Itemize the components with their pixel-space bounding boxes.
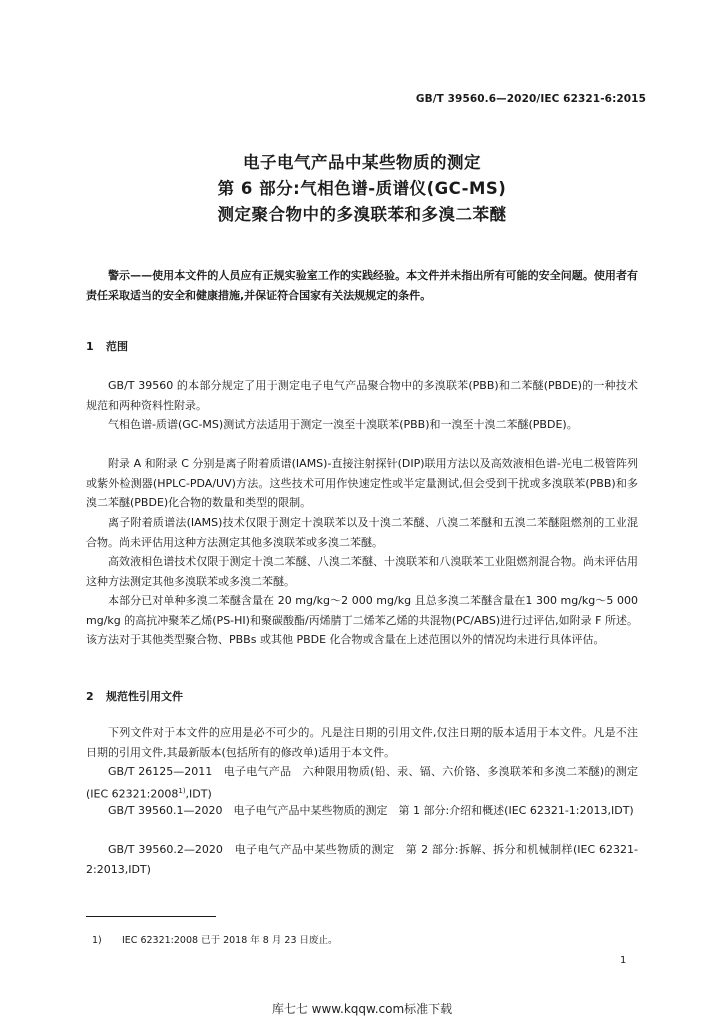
document-title [0,150,724,228]
footnote-separator [86,916,216,917]
section-2-heading [86,688,183,704]
footnote-text: IEC 62321:2008 已于 2018 年 8 月 23 日废止。 [122,935,338,946]
normative-reference-3: GB/T 39560.2—2020 电子电气产品中某些物质的测定 第 2 部分:拆解、拆分和机械制样(IEC 62321-2:2013,IDT) [86,843,638,876]
section-1-para-2: 气相色谱-质谱(GC-MS)测试方法适用于测定一溴至十溴联苯(PBB)和一溴至十溴二苯醚(PBDE)。 [108,418,578,431]
section-1-para-6: 本部分已对单种多溴二苯醚含量在 20 mg/kg～2 000 mg/kg 且总多溴二苯醚含量在1 300 mg/kg～5 000 mg/kg 的高抗冲聚苯乙烯(PS-HI)和聚碳酸酯/丙烯腈丁二烯苯乙烯的共混物(PC/ABS)进行过评估,如附录 F 所述。该方法对于其他类型聚合物、PBBs 或其他 PBDE 化合物或含量在上述范围以外的情况均未进行具体评估。 [86,594,638,646]
footnote-reference: 1) [178,786,186,795]
section-1-para-3: 附录 A 和附录 C 分别是离子附着质谱(IAMS)-直接注射探针(DIP)联用方法以及高效液相色谱-光电二极管阵列或紫外检测器(HPLC-PDA/UV)方法。这些技术可用作快速定性或半定量测试,但会受到干扰或多溴联苯(PBB)和多溴二苯醚(PBDE)化合物的数量和类型的限制。 [86,457,638,509]
normative-reference-1 [86,762,638,804]
reference-1-suffix: ,IDT) [185,787,212,801]
normative-reference-2: GB/T 39560.1—2020 电子电气产品中某些物质的测定 第 1 部分:介绍和概述(IEC 62321-1:2013,IDT) [108,804,634,817]
page-number: 1 [620,955,627,966]
standard-code: GB/T 39560.6—2020/IEC 62321-6:2015 [415,93,646,105]
section-2-title: 规范性引用文件 [106,690,183,703]
section-1-number: 1 [86,340,94,353]
footnote-mark: 1) [92,935,102,946]
section-2-para-1: 下列文件对于本文件的应用是必不可少的。凡是注日期的引用文件,仅注日期的版本适用于本文件。凡是不注日期的引用文件,其最新版本(包括所有的修改单)适用于本文件。 [86,726,638,759]
section-1-para-1: GB/T 39560 的本部分规定了用于测定电子电气产品聚合物中的多溴联苯(PBB)和二苯醚(PBDE)的一种技术规范和两种资料性附录。 [86,379,638,412]
site-watermark: 库七七 www.kqqw.com标准下载 [271,1002,453,1016]
reference-1-text: GB/T 26125—2011 电子电气产品 六种限用物质(铅、汞、镉、六价铬、多溴联苯和多溴二苯醚)的测定(IEC 62321:2008 [86,765,638,801]
warning-paragraph: 警示——使用本文件的人员应有正规实验室工作的实践经验。本文件并未指出所有可能的安全问题。使用者有责任采取适当的安全和健康措施,并保证符合国家有关法规规定的条件。 [86,269,638,302]
section-1-para-5: 高效液相色谱技术仅限于测定十溴二苯醚、八溴二苯醚、十溴联苯和八溴联苯工业阻燃剂混合物。尚未评估用这种方法测定其他多溴联苯或多溴二苯醚。 [86,555,638,588]
section-2-number: 2 [86,690,94,703]
title-line-2: 第 6 部分:气相色谱-质谱仪(GC-MS) [217,179,507,198]
title-line-3: 测定聚合物中的多溴联苯和多溴二苯醚 [217,205,507,224]
section-1-heading [86,338,128,354]
title-line-1: 电子电气产品中某些物质的测定 [243,153,481,172]
section-1-para-4: 离子附着质谱法(IAMS)技术仅限于测定十溴联苯以及十溴二苯醚、八溴二苯醚和五溴二苯醚阻燃剂的工业混合物。尚未评估用这种方法测定其他多溴联苯或多溴二苯醚。 [86,516,638,549]
section-1-title: 范围 [106,340,128,353]
footnote [92,932,338,946]
